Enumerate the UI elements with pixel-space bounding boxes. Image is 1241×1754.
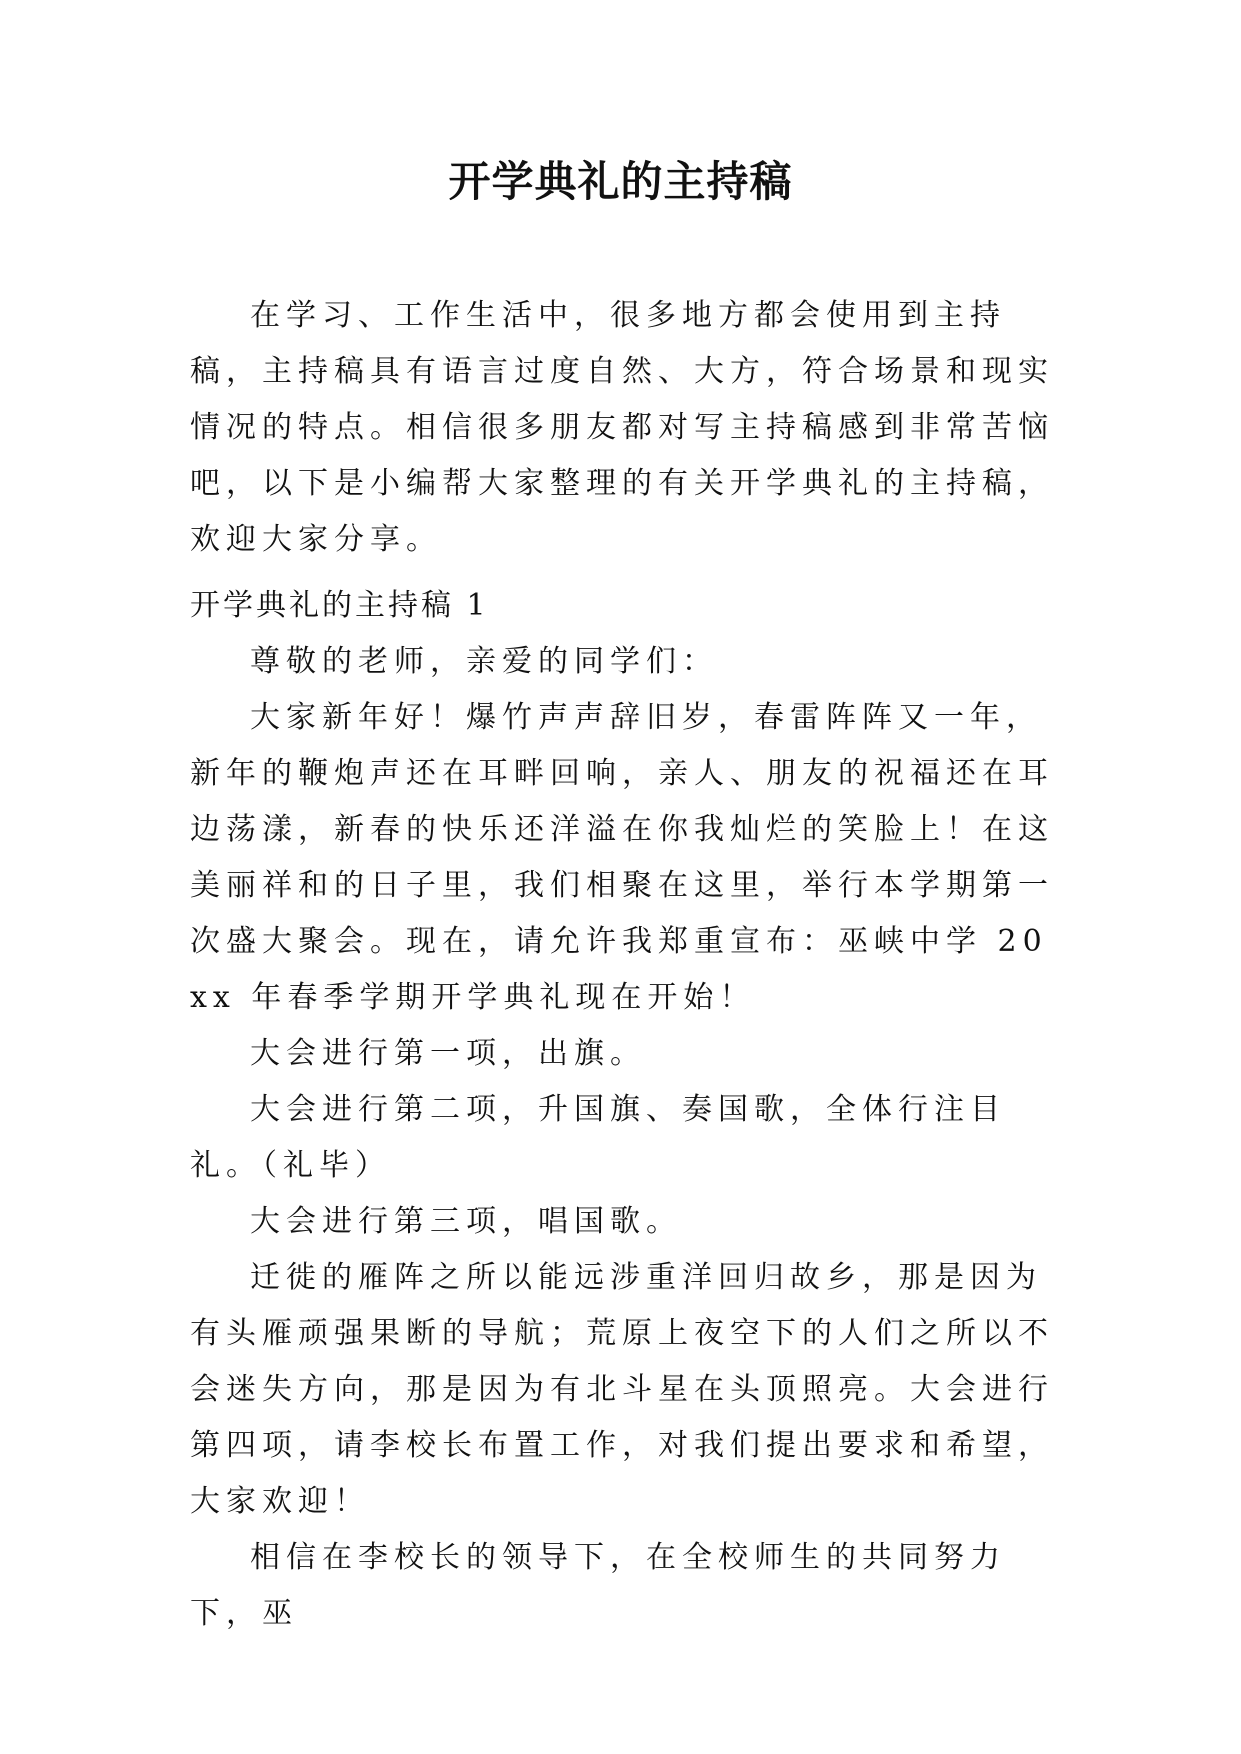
paragraph-item-4: 迁徙的雁阵之所以能远涉重洋回归故乡，那是因为有头雁顽强果断的导航；荒原上夜空下的人们之所以不会迷失方向，那是因为有北斗星在头顶照亮。大会进行第四项，请李校长布置工作，对我们提出要求和希望，大家欢迎！ xyxy=(190,1260,1054,1519)
document-title: 开学典礼的主持稿 xyxy=(448,157,793,206)
paragraph-opening: 大家新年好！爆竹声声辞旧岁，春雷阵阵又一年，新年的鞭炮声还在耳畔回响，亲人、朋友的祝福还在耳边荡漾，新春的快乐还洋溢在你我灿烂的笑脸上！在这美丽祥和的日子里，我们相聚在这里，举行本学期第一次盛大聚会。现在，请允许我郑重宣布：巫峡中学 20xx 年春季学期开学典礼现在开始！ xyxy=(190,700,1054,1015)
section-heading: 开学典礼的主持稿 1 xyxy=(190,588,489,623)
paragraph-greeting: 尊敬的老师，亲爱的同学们： xyxy=(250,644,718,679)
paragraph-closing: 相信在李校长的领导下，在全校师生的共同努力下，巫 xyxy=(190,1540,1006,1631)
intro-paragraph: 在学习、工作生活中，很多地方都会使用到主持稿，主持稿具有语言过度自然、大方，符合场景和现实情况的特点。相信很多朋友都对写主持稿感到非常苦恼吧，以下是小编帮大家整理的有关开学典礼的主持稿，欢迎大家分享。 xyxy=(190,298,1054,557)
paragraph-item-3: 大会进行第三项，唱国歌。 xyxy=(250,1204,682,1239)
paragraph-item-2: 大会进行第二项，升国旗、奏国歌，全体行注目礼。（礼毕） xyxy=(190,1092,1006,1183)
main-section xyxy=(190,634,1060,1642)
paragraph-item-1: 大会进行第一项，出旗。 xyxy=(250,1036,646,1071)
intro-section xyxy=(190,288,1060,568)
